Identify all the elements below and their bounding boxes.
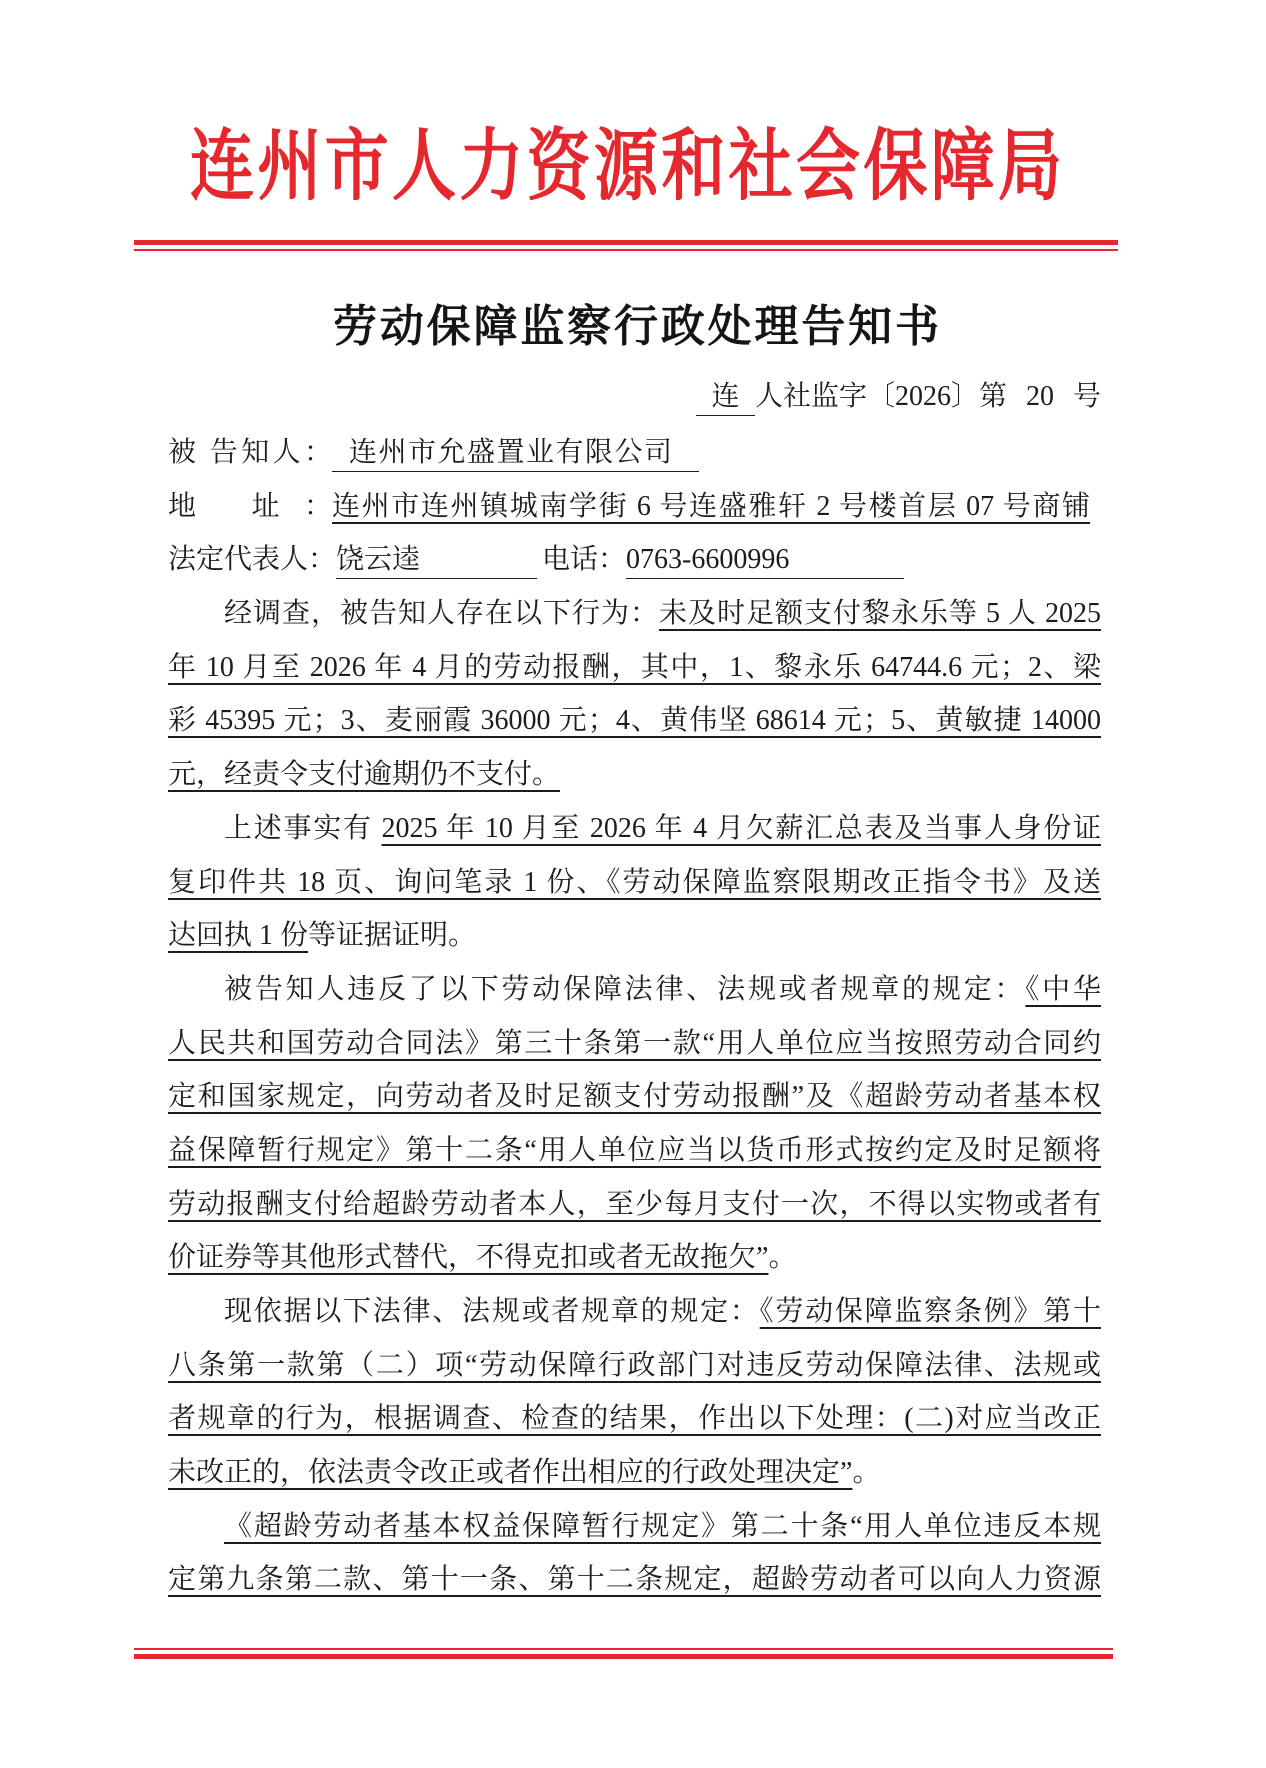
basis-line <box>168 1339 1101 1393</box>
legal-rep-row <box>168 533 1101 587</box>
basis2-citation: 《超龄劳动者基本权益保障暂行规定》第二十条“用人单位违反本规 <box>224 1510 1101 1542</box>
violation-citation: 价证券等其他形式替代，不得克扣或者无故拖欠” <box>168 1242 769 1274</box>
basis2-line <box>168 1500 1101 1554</box>
violation-line <box>168 1231 1101 1285</box>
violation-citation: 益保障暂行规定》第十二条“用人单位应当以货币形式按约定及时足额将 <box>168 1134 1101 1166</box>
findings-line <box>168 641 1101 695</box>
findings-behavior: 未及时足额支付黎永乐等 5 人 2025 <box>659 598 1101 630</box>
findings-line <box>168 587 1101 641</box>
footer-rule-thick <box>134 1654 1113 1659</box>
evidence-line <box>168 909 1101 963</box>
doc-number-text: 人社监字〔2026〕第 20 号 <box>754 381 1101 412</box>
findings-intro: 经调查，被告知人存在以下行为： <box>224 598 659 630</box>
evidence-line <box>168 856 1101 910</box>
letterhead-rule-thick <box>134 240 1118 245</box>
address-label: 地 址： <box>168 490 332 522</box>
evidence-intro: 上述事实有 <box>224 812 382 844</box>
address-row <box>168 480 1101 534</box>
document-title: 劳动保障监察行政处理告知书 <box>333 302 939 351</box>
address-value: 连州市连州镇城南学街 6 号连盛雅轩 2 号楼首层 07 号商铺 <box>332 490 1090 522</box>
basis-intro: 现依据以下法律、法规或者规章的规定： <box>224 1296 760 1327</box>
findings-behavior: 彩 45395 元；3、麦丽霞 36000 元；4、黄伟坚 68614 元；5、黄敏捷 14000 <box>168 705 1101 737</box>
basis-line <box>168 1285 1101 1339</box>
basis-period: 。 <box>852 1457 881 1489</box>
basis-citation: 未改正的，依法责令改正或者作出相应的行政处理决定” <box>168 1457 853 1489</box>
basis-line <box>168 1392 1101 1446</box>
legal-rep-label: 法定代表人： <box>168 544 337 576</box>
evidence-items: 达回执 1 份 <box>168 920 309 952</box>
evidence-line <box>168 802 1101 856</box>
phone-label: 电话： <box>542 544 627 576</box>
letterhead-org-name: 连州市人力资源和社会保障局 <box>190 123 1062 210</box>
violation-citation: 《中华 <box>1025 973 1101 1005</box>
violation-citation: 定和国家规定，向劳动者及时足额支付劳动报酬”及《超龄劳动者基本权 <box>168 1081 1101 1113</box>
letterhead-rule-thin <box>134 249 1118 251</box>
notice-body <box>168 426 1101 1607</box>
document-number <box>696 375 1101 419</box>
findings-line <box>168 694 1101 748</box>
legal-rep-name: 饶云逵 <box>336 542 537 579</box>
violation-citation: 劳动报酬支付给超龄劳动者本人，至少每月支付一次，不得以实物或者有 <box>168 1188 1101 1220</box>
violation-line <box>168 1178 1101 1232</box>
basis-citation: 《劳动保障监察条例》第十 <box>759 1296 1101 1327</box>
basis2-line <box>168 1553 1101 1607</box>
recipient-name: 连州市允盛置业有限公司 <box>332 435 699 472</box>
violation-line <box>168 1017 1101 1071</box>
basis-citation: 者规章的行为，根据调查、检查的结果，作出以下处理：(二)对应当改正 <box>168 1403 1101 1435</box>
phone-value: 0763-6600996 <box>626 542 904 579</box>
evidence-items: 2025 年 10 月至 2026 年 4 月欠薪汇总表及当事人身份证 <box>381 812 1101 844</box>
violation-period: 。 <box>768 1242 797 1274</box>
violation-line <box>168 1124 1101 1178</box>
recipient-row <box>168 426 1101 480</box>
violation-citation: 人民共和国劳动合同法》第三十条第一款“用人单位应当按照劳动合同约 <box>168 1027 1101 1059</box>
violation-intro: 被告知人违反了以下劳动保障法律、法规或者规章的规定： <box>224 973 1026 1005</box>
footer-rule-thin <box>134 1648 1113 1650</box>
evidence-items: 复印件共 18 页、询问笔录 1 份、《劳动保障监察限期改正指令书》及送 <box>168 866 1101 898</box>
findings-behavior: 年 10 月至 2026 年 4 月的劳动报酬，其中，1、黎永乐 64744.6 元；2、梁 <box>168 651 1101 683</box>
recipient-label: 被 告知人： <box>168 437 332 468</box>
violation-line <box>168 963 1101 1017</box>
basis2-citation: 定第九条第二款、第十一条、第十二条规定，超龄劳动者可以向人力资源 <box>168 1564 1101 1596</box>
basis-line <box>168 1446 1101 1500</box>
evidence-closing: 等证据证明。 <box>308 920 477 952</box>
findings-line <box>168 748 1101 802</box>
findings-behavior: 元，经责令支付逾期仍不支付。 <box>168 759 561 791</box>
doc-number-prefix: 连 <box>696 379 755 416</box>
basis-citation: 八条第一款第（二）项“劳动保障行政部门对违反劳动保障法律、法规或 <box>168 1349 1101 1381</box>
violation-line <box>168 1070 1101 1124</box>
